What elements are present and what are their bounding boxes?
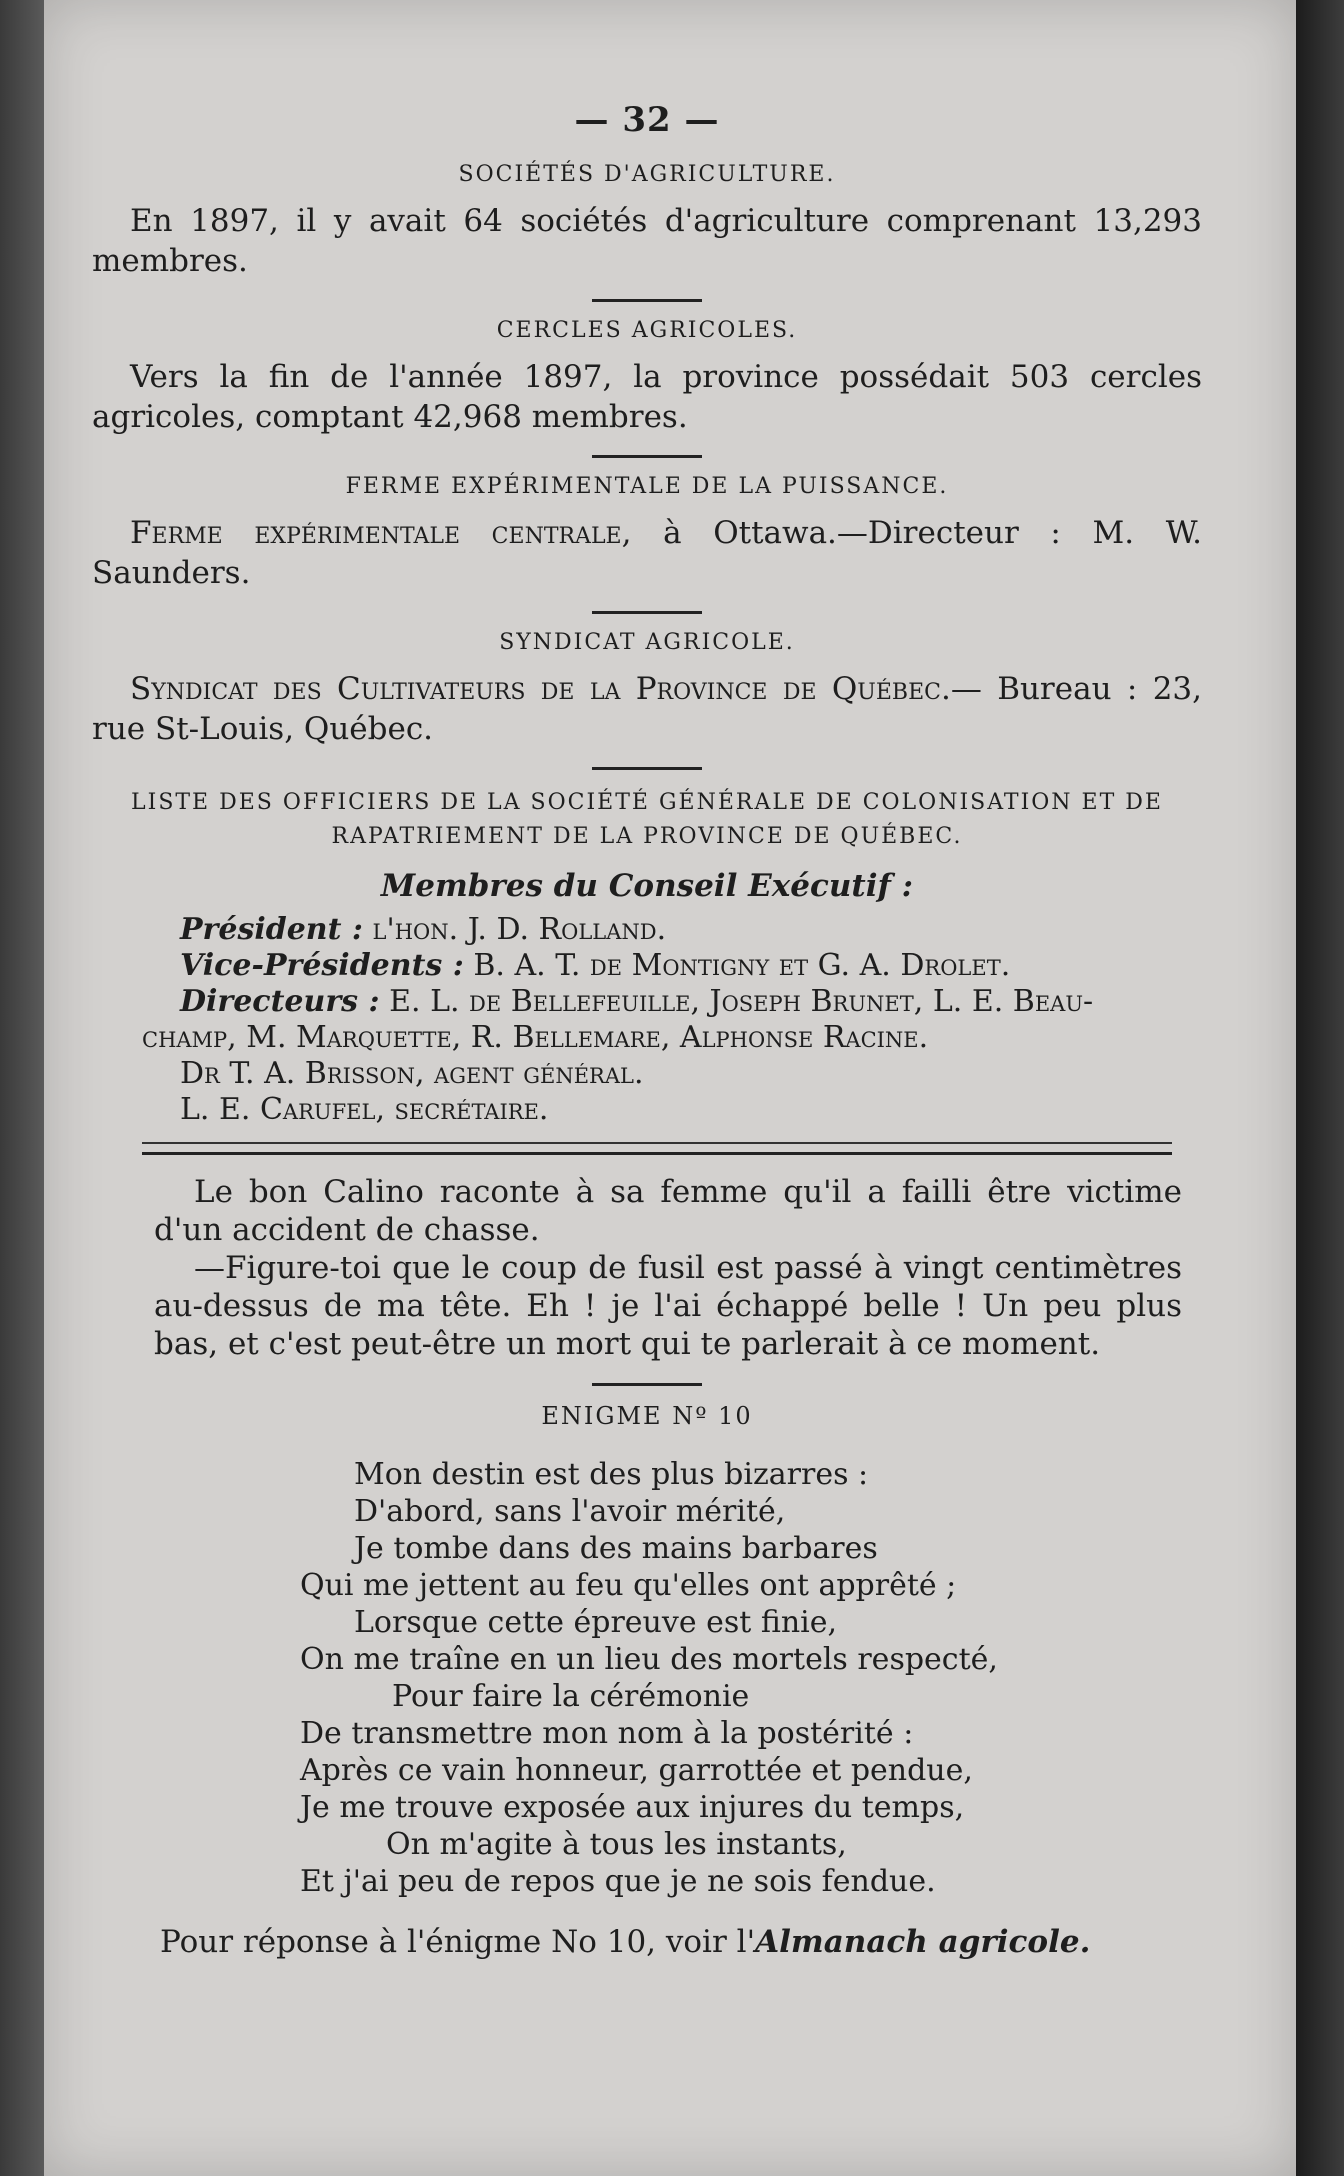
separator-rule bbox=[592, 1383, 702, 1386]
role-vice: Vice-Présidents : bbox=[180, 948, 464, 983]
poem-line: Et j'ai peu de repos que je ne sois fendue. bbox=[300, 1864, 936, 1899]
officer-secretaire: L. E. Carufel, secrétaire. bbox=[180, 1092, 549, 1127]
page-edge-shadow bbox=[1296, 0, 1344, 2176]
enigme-answer bbox=[160, 1922, 1202, 1962]
poem-line: Mon destin est des plus bizarres : bbox=[354, 1457, 869, 1492]
answer-prefix: Pour réponse à l'énigme No 10, voir l' bbox=[160, 1924, 756, 1960]
heading-cercles: CERCLES AGRICOLES. bbox=[496, 318, 798, 343]
anecdote-paragraph-1: Le bon Calino raconte à sa femme qu'il a failli être victime d'un accident de chasse. bbox=[154, 1174, 1182, 1248]
double-rule-top bbox=[142, 1142, 1172, 1144]
heading-syndicat: SYNDICAT AGRICOLE. bbox=[499, 630, 795, 655]
answer-reference: Almanach agricole. bbox=[755, 1924, 1091, 1960]
text-ferme bbox=[92, 513, 1202, 593]
separator-rule bbox=[592, 455, 702, 458]
names-vice: B. A. T. de Montigny et G. A. Drolet. bbox=[473, 948, 1011, 983]
role-president: Président : bbox=[180, 912, 363, 947]
ferme-text: à Ottawa.—Directeur : M. W. Saunders. bbox=[92, 515, 1202, 591]
separator-rule bbox=[592, 767, 702, 770]
book-spine bbox=[0, 0, 44, 2176]
subheading-conseil: Membres du Conseil Exécutif : bbox=[380, 868, 914, 904]
separator-rule bbox=[592, 611, 702, 614]
poem-line: Je tombe dans des mains barbares bbox=[354, 1531, 878, 1566]
role-directeurs: Directeurs : bbox=[180, 984, 380, 1019]
text-cercles: Vers la fin de l'année 1897, la province possédait 503 cercles agricoles, comptant 42,968 membres. bbox=[92, 359, 1202, 435]
text-societes: En 1897, il y avait 64 sociétés d'agriculture comprenant 13,293 membres. bbox=[92, 203, 1202, 279]
page-content bbox=[92, 100, 1202, 1962]
poem-line: D'abord, sans l'avoir mérité, bbox=[354, 1494, 786, 1529]
syndicat-text: Bureau : 23, rue St-Louis, Québec. bbox=[92, 671, 1202, 747]
poem-line: Pour faire la cérémonie bbox=[392, 1679, 750, 1714]
poem-line: Après ce vain honneur, garrottée et pendue, bbox=[300, 1753, 973, 1788]
ferme-lead: Ferme expérimentale centrale, bbox=[130, 515, 632, 551]
officer-directeurs bbox=[180, 984, 1202, 1020]
poem-line: De transmettre mon nom à la postérité : bbox=[300, 1716, 914, 1751]
page-number: — 32 — bbox=[574, 100, 720, 140]
syndicat-lead: Syndicat des Cultivateurs de la Province de Québec.— bbox=[130, 671, 982, 707]
heading-ferme: FERME EXPÉRIMENTALE DE LA PUISSANCE. bbox=[345, 474, 949, 499]
separator-rule bbox=[592, 299, 702, 302]
enigme-poem bbox=[92, 1456, 1202, 1900]
poem-line: Lorsque cette épreuve est finie, bbox=[354, 1605, 838, 1640]
officer-vice bbox=[180, 948, 1202, 984]
text-syndicat bbox=[92, 669, 1202, 749]
poem-line: On m'agite à tous les instants, bbox=[386, 1827, 847, 1862]
officer-agent: Dr T. A. Brisson, agent général. bbox=[180, 1056, 644, 1091]
poem-line: Qui me jettent au feu qu'elles ont apprêté ; bbox=[300, 1568, 957, 1603]
anecdote-paragraph-2: —Figure-toi que le coup de fusil est passé à vingt centimètres au-dessus de ma tête. Eh ! je l'ai échappé belle ! Un peu plus bas, et c'est peut-être un mort qui te parlerait à ce moment. bbox=[154, 1250, 1182, 1362]
names-directeurs-2: champ, M. Marquette, R. Bellemare, Alphonse Racine. bbox=[142, 1020, 929, 1055]
names-directeurs-1: E. L. de Bellefeuille, Joseph Brunet, L. E. Beau- bbox=[389, 984, 1094, 1019]
poem-line: Je me trouve exposée aux injures du temps, bbox=[300, 1790, 965, 1825]
name-president: l'hon. J. D. Rolland. bbox=[372, 912, 667, 947]
enigme-heading: ENIGME Nº 10 bbox=[541, 1402, 753, 1430]
poem-line: On me traîne en un lieu des mortels respecté, bbox=[300, 1642, 998, 1677]
double-rule-bottom bbox=[142, 1152, 1172, 1155]
heading-liste: LISTE DES OFFICIERS DE LA SOCIÉTÉ GÉNÉRALE DE COLONISATION ET DE RAPATRIEMENT DE LA PROVINCE DE QUÉBEC. bbox=[131, 790, 1163, 849]
heading-societes: SOCIÉTÉS D'AGRICULTURE. bbox=[458, 162, 836, 187]
officer-president bbox=[180, 912, 1202, 948]
